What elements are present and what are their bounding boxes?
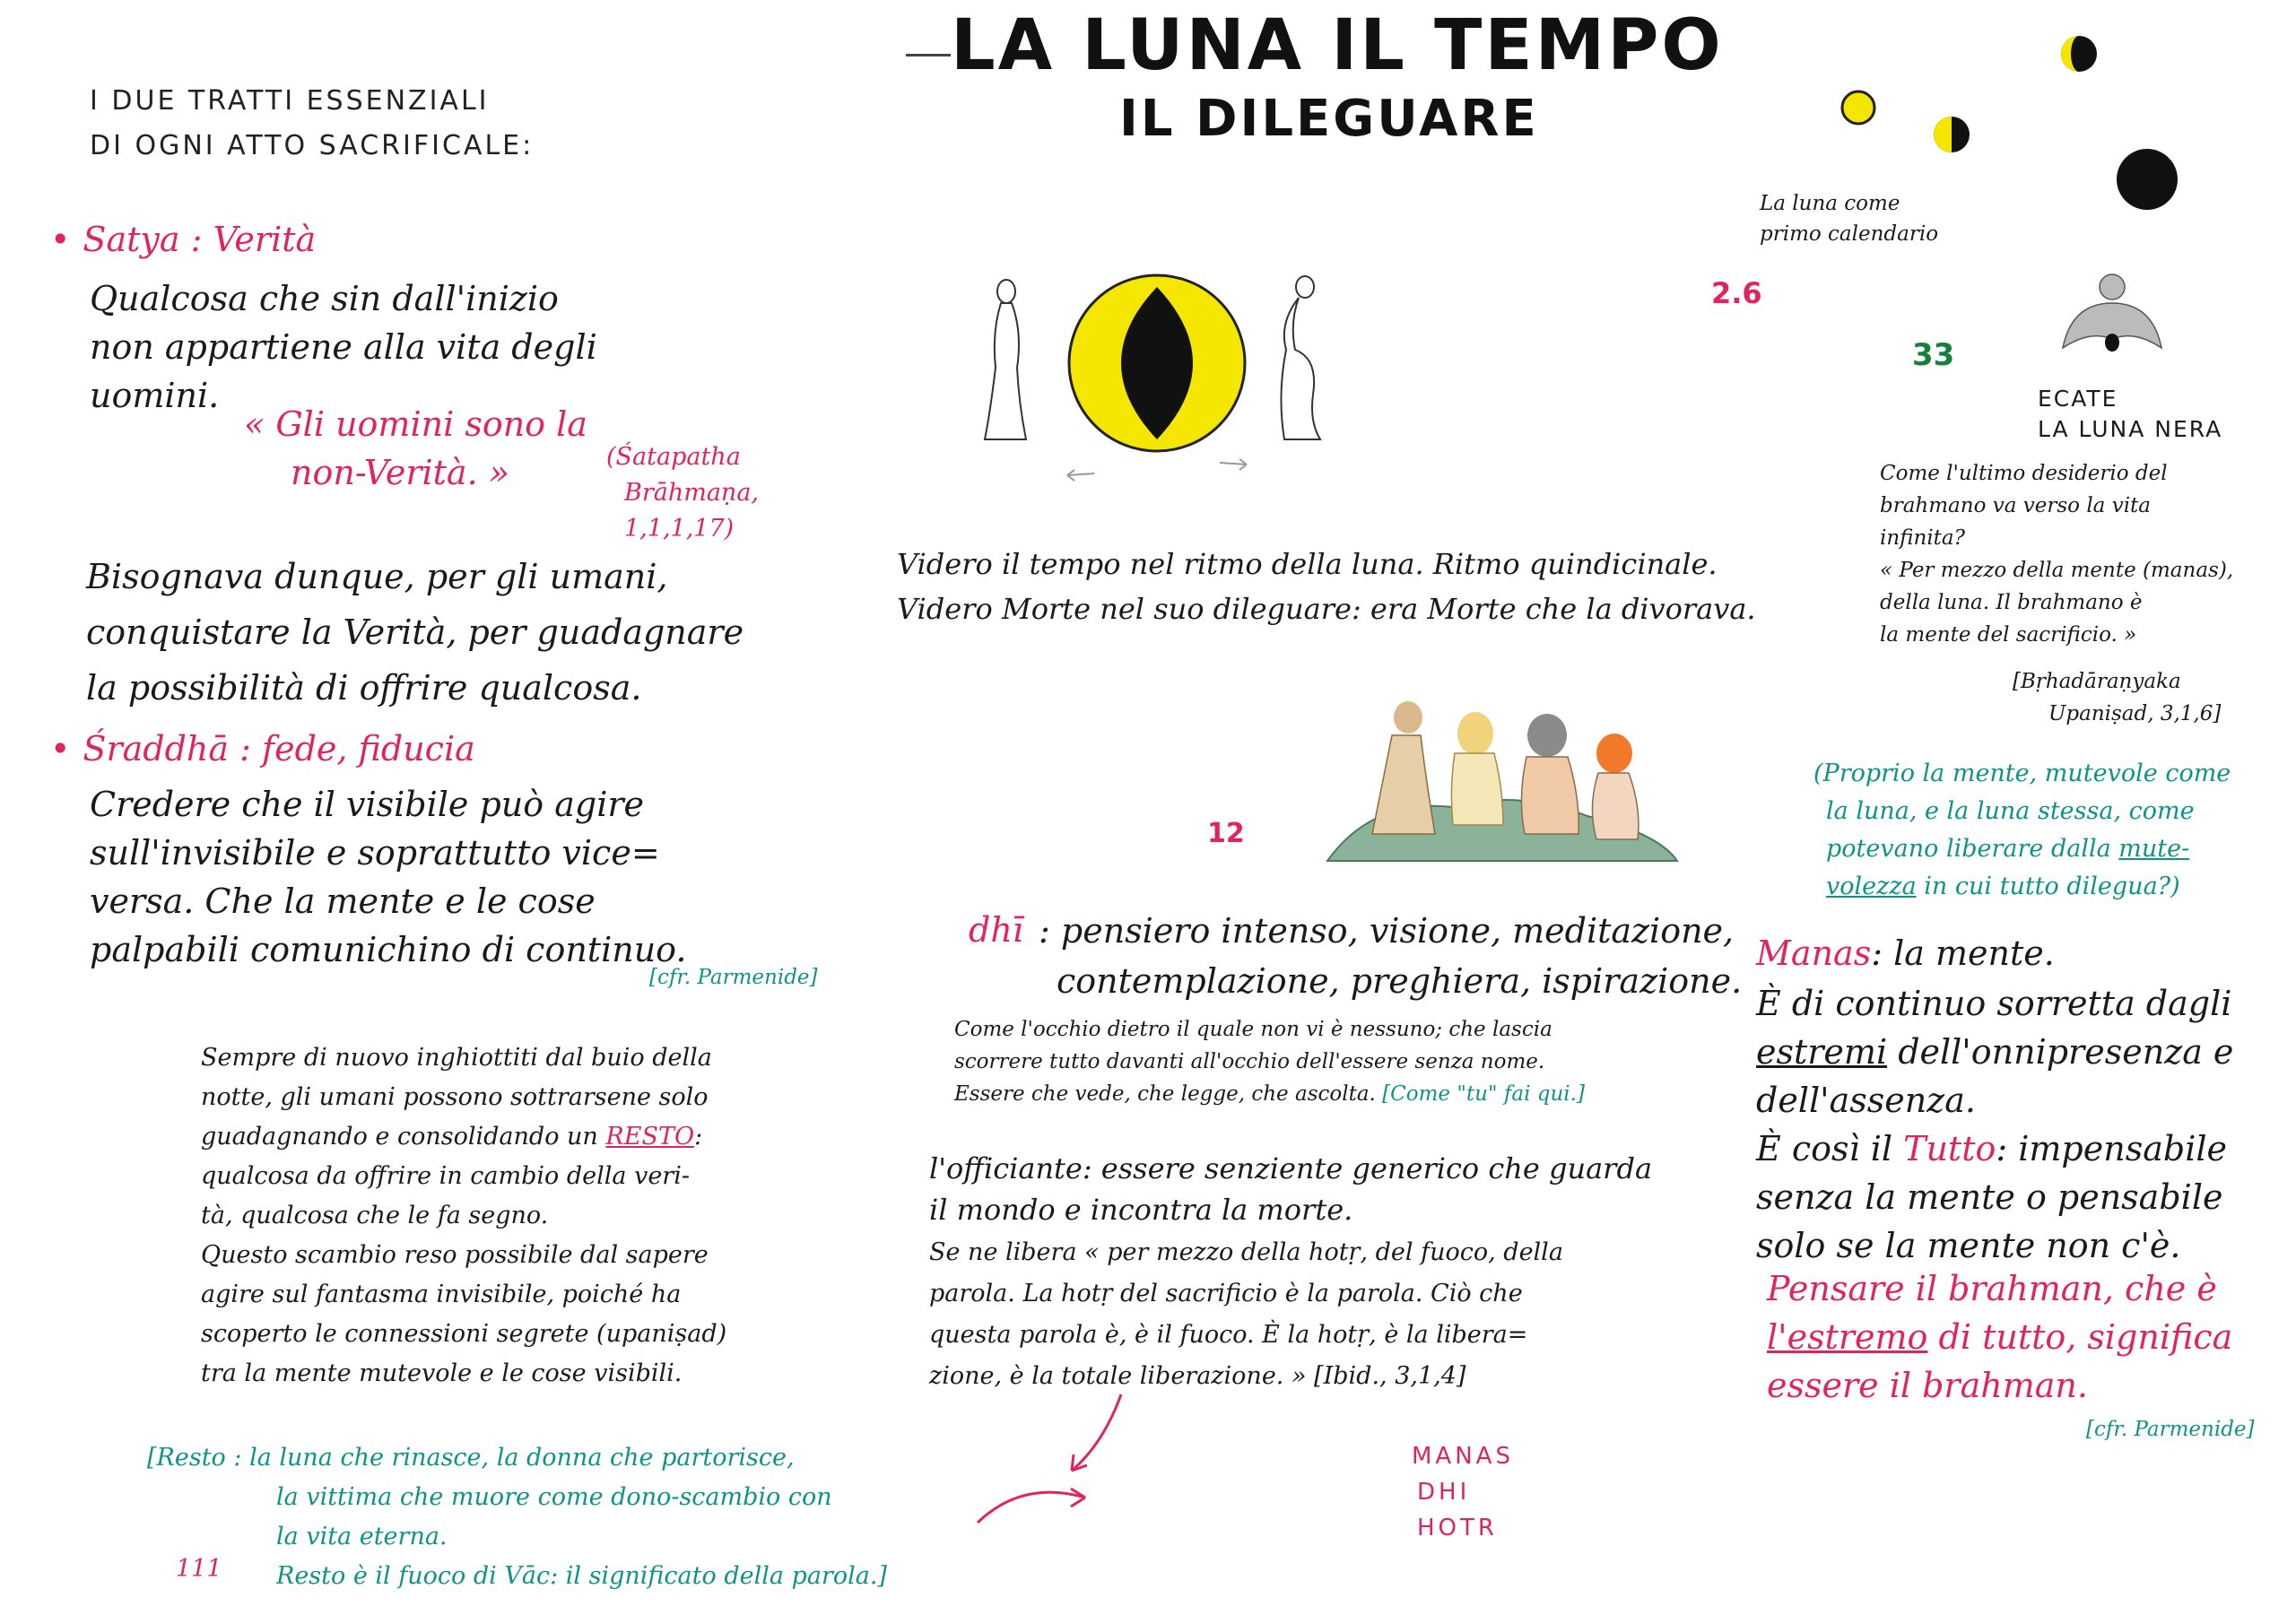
ecate-caption [2038,384,2222,445]
pregnant-woman-silhouette-icon [1281,276,1320,439]
manas-line [1756,1125,2233,1173]
page-number-33: 33 [1912,337,1955,373]
videro-line: Videro Morte nel suo dileguare: era Morte che la divorava. [897,592,1756,626]
manas-line: dell'assenza. [1756,1081,1976,1120]
down-arrow-icon [1072,1394,1121,1471]
brahmano-text [1880,457,2233,651]
manas-text-part: È così il [1756,1129,1904,1168]
resto-text: guadagnando e consolidando un [201,1123,606,1151]
manas-dhi-hotr [1412,1438,1514,1546]
manas-line: È di continuo sorretta dagli [1756,984,2232,1023]
sraddha-text [90,780,686,974]
half-moon-icon [1934,117,1970,152]
brahmano-line: infinita? [1880,526,1965,550]
sraddha-line: palpabili comunichino di continuo. [90,930,687,969]
tutto-keyword: Tutto [1903,1129,1996,1168]
sraddha-heading: • Śraddhā : fede, fiducia [50,725,475,773]
brahman-conclusion [1767,1264,2232,1410]
brahmano-line: la mente del sacrificio. » [1880,623,2137,647]
trio-line: HOTR [1417,1515,1498,1541]
source-line: [Bṛhadāraṇyaka [2013,670,2181,693]
note-line: la vittima che muore come dono-scambio con [276,1483,832,1511]
moon-phases-illustration [1821,18,2215,215]
new-moon-icon [2117,149,2178,210]
question-line [1813,868,2231,906]
left-arrow-icon [1067,470,1094,481]
manas-underline: estremi [1756,1032,1888,1072]
bisognava-line: conquistare la Verità, per guadagnare [86,612,744,652]
videro-text [897,542,1756,631]
occhio-text-3: Essere che vede, che legge, che ascolta. [954,1082,1376,1106]
question-line: la luna, e la luna stessa, come [1826,797,2195,825]
manas-line [1756,1028,2233,1076]
occhio-text [954,1013,1585,1110]
dhi-line: : pensiero intenso, visione, meditazione, [1039,911,1735,951]
sraddha-line: sull'invisibile e soprattutto vice= [90,833,660,873]
figure-1-icon [1372,701,1435,834]
satya-heading: • Satya : Verità [50,215,316,264]
brahmano-line: Come l'ultimo desiderio del [1880,462,2168,485]
page-subtitle: IL DILEGUARE [1119,90,1539,148]
full-moon-eclipse-icon [1069,275,1245,451]
intro-line: I DUE TRATTI ESSENZIALI [90,85,490,117]
occhio-line: Come l'occhio dietro il quale non vi è nessuno; che lascia [954,1018,1552,1041]
dhi-definition [1039,906,1742,1006]
manas-text [1756,979,2233,1270]
conclusion-line [1767,1313,2232,1361]
dhi-line: contemplazione, preghiera, ispirazione. [1057,961,1743,1001]
page-number-111: 111 [176,1555,222,1583]
source-line: 1,1,1,17) [624,515,735,543]
calendar-caption [1760,188,1938,249]
mente-question [1813,755,2231,906]
page-number-12: 12 [1207,818,1245,849]
occhio-line [954,1078,1585,1110]
resto-line: Sempre di nuovo inghiottiti dal buio della [201,1044,712,1072]
resto-line [201,1117,726,1157]
question-text: in cui tutto dilegua?) [1916,873,2180,900]
conclusion-text: di tutto, significa [1927,1317,2233,1357]
resto-line: scoperto le connessioni segrete (upaniṣad) [201,1320,727,1348]
resto-line: tà, qualcosa che le fa segno. [201,1202,549,1229]
arrows-illustration [969,1390,1148,1524]
right-arrow-icon [978,1492,1085,1523]
page-number-2-6: 2.6 [1711,276,1762,310]
satya-line: Qualcosa che sin dall'inizio [90,279,559,318]
manas-text-part: dell'onnipresenza e [1887,1032,2234,1072]
officiante-line: l'officiante: essere senziente generico che guarda [929,1151,1653,1185]
manas-heading [1756,929,2055,977]
source-line: Upaniṣad, 3,1,6] [2048,702,2222,725]
resto-line: agire sul fantasma invisibile, poiché ha [201,1281,682,1308]
ecate-figure-illustration [2045,267,2179,366]
note-line: [Resto : la luna che rinasce, la donna che partorisce, [147,1444,795,1472]
quote-line: « Gli uomini sono la [244,404,587,444]
question-text: potevano liberare dalla [1826,835,2119,863]
satya-line: non appartiene alla vita degli [90,327,597,367]
title-dash [906,54,951,56]
resto-keyword: RESTO [605,1123,695,1151]
parmenide-ref: [cfr. Parmenide] [2086,1418,2255,1441]
bisognava-line: Bisognava dunque, per gli umani, [86,557,668,596]
intro-block [90,79,534,169]
conclusion-line: essere il brahman. [1767,1366,2088,1405]
manas-label: Manas [1756,934,1872,973]
ecate-line: LA LUNA NERA [2038,416,2223,442]
moon-vision-illustration [951,260,1363,484]
question-underline: mute- [2118,835,2190,863]
liberazione-line: questa parola è, è il fuoco. È la hotṛ, è la libera= [929,1321,1528,1349]
question-line [1813,830,2231,868]
resto-line: qualcosa da offrire in cambio della veri- [201,1162,690,1190]
trio-line: DHI [1417,1479,1471,1506]
question-underline: volezza [1826,873,1917,900]
calendar-line: La luna come [1760,192,1900,215]
conclusion-line: Pensare il brahman, che è [1767,1269,2217,1308]
manas-text-part: : impensabile [1996,1129,2227,1168]
ecate-line: ECATE [2038,386,2118,412]
manas-line: senza la mente o pensabile [1756,1177,2223,1217]
resto-line: tra la mente mutevole e le cose visibili. [201,1359,683,1387]
conclusion-underline: l'estremo [1767,1317,1928,1357]
manas-definition: : la mente. [1871,934,2055,973]
occhio-note: [Come "tu" fai qui.] [1382,1082,1585,1106]
figure-2-icon [1451,712,1503,825]
brahmano-source [2013,665,2221,730]
waxing-moon-icon [1842,91,1874,124]
source-line: Brāhmaṇa, [624,479,760,507]
occhio-line: scorrere tutto davanti all'occhio dell'essere senza nome. [954,1050,1545,1073]
quote-line: non-Verità. » [291,453,509,492]
question-line: (Proprio la mente, mutevole come [1813,760,2231,787]
satya-source [606,439,759,547]
note-line: la vita eterna. [276,1523,448,1550]
brahmano-line: « Per mezzo della mente (manas), [1880,559,2234,582]
page-title: LA LUNA IL TEMPO [951,5,1724,86]
resto-line: notte, gli umani possono sottrarsene solo [201,1083,709,1111]
right-arrow-head-icon [1071,1489,1085,1507]
resto-note [147,1438,887,1596]
liberazione-text [929,1232,1563,1397]
brahmano-line: della luna. Il brahmano è [1880,591,2143,614]
calendar-line: primo calendario [1760,222,1939,246]
satya-line: uomini. [90,376,220,415]
note-line: Resto è il fuoco di Vāc: il significato della parola.] [276,1562,887,1590]
figure-3-icon [1521,714,1578,834]
satya-text [90,274,597,420]
sraddha-line: Credere che il visibile può agire [90,785,645,824]
officiante-line: il mondo e incontra la morte. [929,1193,1353,1227]
right-arrow-icon [1220,459,1247,470]
source-line: (Śatapatha [606,443,741,471]
liberazione-line: zione, è la totale liberazione. » [Ibid., 3,1,4] [929,1362,1466,1390]
bisognava-line: la possibilità di offrire qualcosa. [86,668,642,708]
bisognava-text [86,549,744,716]
sraddha-line: versa. Che la mente e le cose [90,881,596,921]
liberazione-line: parola. La hotṛ del sacrificio è la parola. Ciò che [929,1280,1523,1307]
seated-figures-illustration [1318,682,1686,879]
resto-line: Questo scambio reso possibile dal sapere [201,1241,709,1269]
resto-paragraph [201,1038,726,1394]
woman-silhouette-icon [985,280,1026,439]
sraddha-ref: [cfr. Parmenide] [649,966,818,989]
videro-line: Videro il tempo nel ritmo della luna. Ritmo quindicinale. [897,547,1718,581]
intro-line: DI OGNI ATTO SACRIFICALE: [90,130,535,161]
dhi-label: dhī [969,910,1023,950]
officiante-text [929,1148,1652,1230]
resto-colon: : [694,1123,703,1151]
brahmano-line: brahmano va verso la vita [1880,494,2151,517]
figure-4-icon [1592,734,1638,839]
liberazione-line: Se ne libera « per mezzo della hotṛ, del fuoco, della [929,1238,1563,1266]
crescent-moon-icon [2061,36,2097,72]
satya-quote [244,400,587,497]
manas-line: solo se la mente non c'è. [1756,1226,2181,1265]
trio-line: MANAS [1412,1443,1514,1470]
